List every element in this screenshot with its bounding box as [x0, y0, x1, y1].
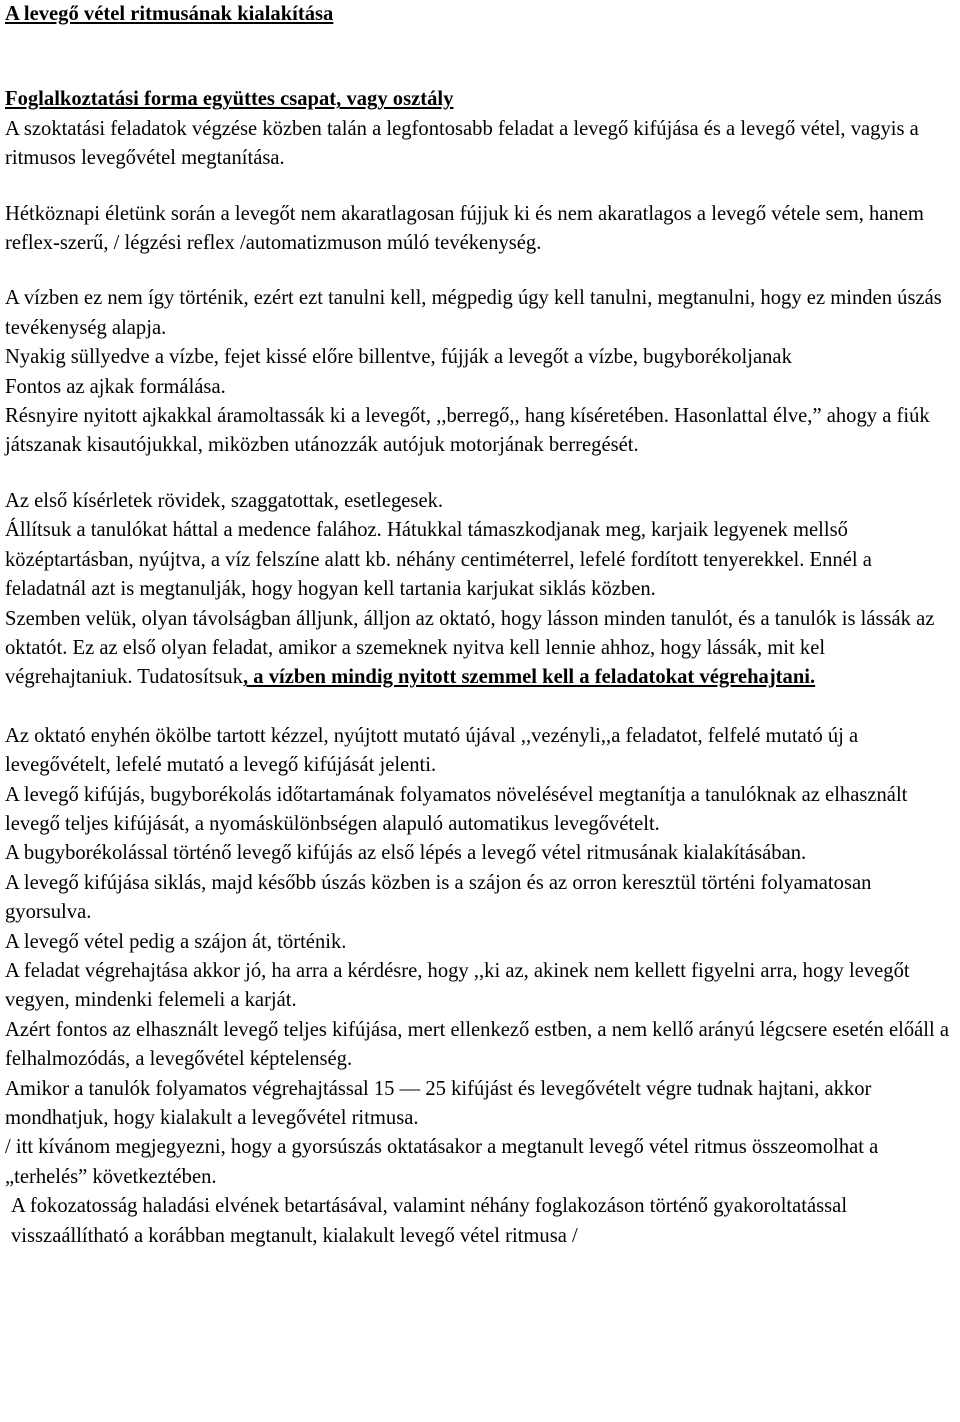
- paragraph-10: Az oktató enyhén ökölbe tartott kézzel, nyújtott mutató újával ,,vezényli,,a feladatot, felfelé mutató új a levegővételt, lefelé mutató a levegő kifújását jelenti.: [5, 724, 859, 777]
- paragraph-8: Állítsuk a tanulókat háttal a medence falához. Hátukkal támaszkodjanak meg, karjaik legyenek mellső középtartásban, nyújtva, a víz felszíne alatt kb. néhány centiméterrel, lefelé fordított tenyerekkel. Ennél a feladatnál azt is megtanulják, hogy hogyan kell tartania karjukat siklás közben.: [5, 519, 872, 601]
- paragraph-13: A levegő kifújása siklás, majd később úszás közben is a szájon és az orron keresztül történi folyamatosan gyorsulva.: [5, 871, 872, 924]
- paragraph-18: / itt kívánom megjegyezni, hogy a gyorsúszás oktatásakor a megtanult levegő vétel ritmus összeomolhat a „terhelés” következtében.: [5, 1136, 879, 1188]
- paragraph-3: A vízben ez nem így történik, ezért ezt tanulni kell, mégpedig úgy kell tanulni, megtanulni, hogy ez minden úszás tevékenység alapja.: [5, 287, 942, 339]
- paragraph-9-text: Szemben velük, olyan távolságban álljunk, álljon az oktató, hogy lásson minden tanulót, és a tanulók is lássák az oktatót. Ez az első olyan feladat, amikor a szemeknek nyitva kell lennie ahhoz, hogy lássák, mit kel végrehajtaniuk. Tudatosítsuk: [5, 607, 935, 689]
- paragraph-1: A szoktatási feladatok végzése közben talán a legfontosabb feladat a levegő kifújása és a levegő vétel, vagyis a ritmusos levegővétel megtanítása.: [5, 117, 919, 170]
- paragraph-5: Fontos az ajkak formálása.: [5, 375, 226, 398]
- paragraph-14: A levegő vétel pedig a szájon át, történik.: [5, 930, 347, 953]
- paragraph-7: Az első kísérletek rövidek, szaggatottak, esetlegesek.: [5, 489, 444, 512]
- paragraph-4: Nyakig süllyedve a vízbe, fejet kissé előre billentve, fújják a levegőt a vízbe, bugyborékoljanak: [5, 346, 792, 369]
- paragraph-15: A feladat végrehajtása akkor jó, ha arra a kérdésre, hogy ,,ki az, akinek nem kellett figyelni arra, hogy levegőt vegyen, mindenki felemeli a karját.: [5, 959, 910, 1012]
- paragraph-9: [5, 605, 955, 693]
- document-subtitle: Foglalkoztatási forma együttes csapat, vagy osztály: [5, 88, 454, 111]
- paragraph-12: A bugyborékolással történő levegő kifújás az első lépés a levegő vétel ritmusának kialakításában.: [5, 842, 807, 865]
- paragraph-9-emphasis: , a vízben mindig nyitott szemmel kell a feladatokat végrehajtani.: [242, 666, 816, 689]
- paragraph-17: Amikor a tanulók folyamatos végrehajtással 15 — 25 kifújást és levegővételt végre tudnak hajtani, akkor mondhatjuk, hogy kialakult a levegővétel ritmusa.: [5, 1077, 872, 1129]
- paragraph-2: Hétköznapi életünk során a levegőt nem akaratlagosan fújjuk ki és nem akaratlagos a levegő vétele sem, hanem reflex-szerű, / légzési reflex /automatizmuson múló tevékenység.: [5, 202, 924, 255]
- paragraph-16: Azért fontos az elhasznált levegő teljes kifújása, mert ellenkező estben, a nem kellő arányú légcsere esetén előáll a felhalmozódás, a levegővétel képtelenség.: [5, 1018, 950, 1071]
- paragraph-11: A levegő kifújás, bugyborékolás időtartamának folyamatos növelésével megtanítja a tanulóknak az elhasznált levegő teljes kifújását, a nyomáskülönbségen alapuló automatikus levegővételt.: [5, 783, 908, 835]
- document-title: A levegő vétel ritmusának kialakítása: [5, 3, 334, 25]
- document-page: [5, 0, 955, 1251]
- paragraph-19: A fokozatosság haladási elvének betartásával, valamint néhány foglakozáson történő gyakoroltatással visszaállítható a korábban megtanult, kialakult levegő vétel ritmusa /: [11, 1195, 848, 1247]
- paragraph-6: Résnyire nyitott ajkakkal áramoltassák ki a levegőt, ,,berregő,, hang kíséretében. Hasonlattal élve,” ahogy a fiúk játszanak kisautójukkal, miközben utánozzák autójuk motorjának berregését.: [5, 405, 930, 457]
